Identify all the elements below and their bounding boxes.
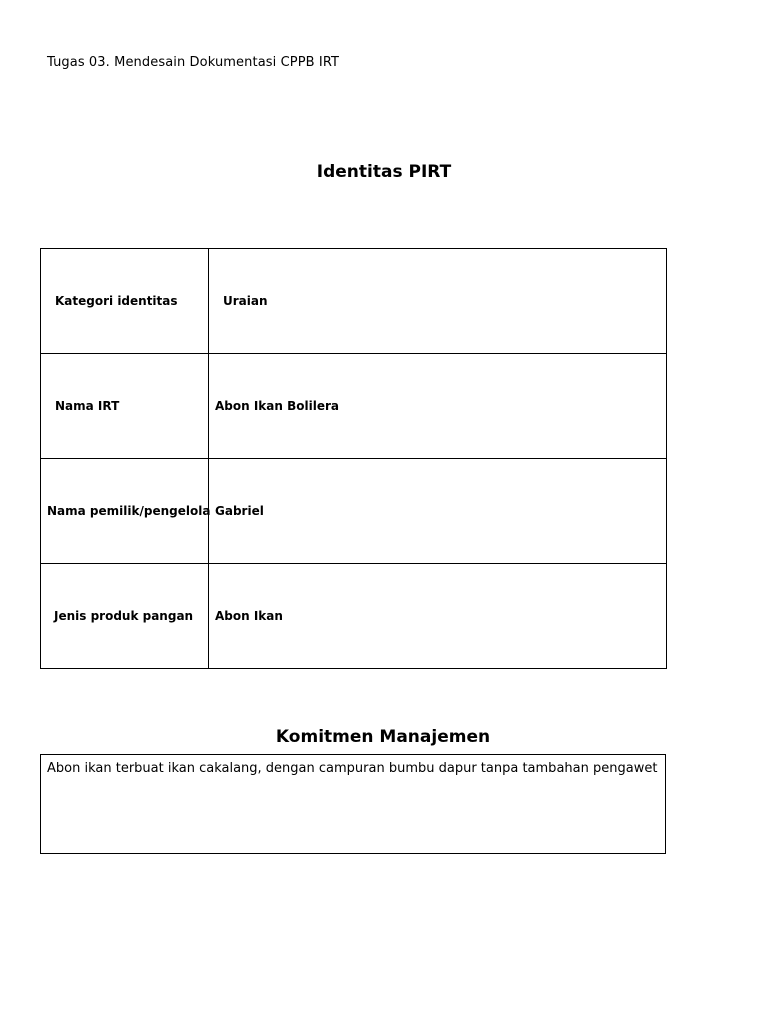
assignment-header: Tugas 03. Mendesain Dokumentasi CPPB IRT [47, 55, 340, 70]
uraian-text: Gabriel [215, 504, 264, 518]
table-cell-kategori [41, 249, 209, 354]
identitas-title: Identitas PIRT [316, 162, 452, 182]
komitmen-title: Komitmen Manajemen [275, 727, 491, 747]
table-cell-kategori [41, 564, 209, 669]
table-row [41, 249, 667, 354]
table-cell-kategori [41, 459, 209, 564]
table-row [41, 564, 667, 669]
kategori-header-text: Kategori identitas [55, 294, 178, 308]
table-cell-uraian [209, 459, 667, 564]
komitmen-box [40, 754, 666, 854]
kategori-text: Nama IRT [55, 399, 120, 413]
identitas-table [40, 248, 667, 669]
table-row [41, 459, 667, 564]
uraian-header-text: Uraian [223, 294, 268, 308]
uraian-text: Abon Ikan Bolilera [215, 399, 339, 413]
komitmen-text: Abon ikan terbuat ikan cakalang, dengan campuran bumbu dapur tanpa tambahan pengawet [47, 761, 658, 776]
kategori-text: Nama pemilik/pengelola [47, 504, 211, 518]
kategori-text: Jenis produk pangan [54, 609, 194, 623]
table-row [41, 354, 667, 459]
table-cell-uraian [209, 354, 667, 459]
table-cell-kategori [41, 354, 209, 459]
table-cell-uraian [209, 564, 667, 669]
table-cell-uraian [209, 249, 667, 354]
uraian-text: Abon Ikan [215, 609, 283, 623]
